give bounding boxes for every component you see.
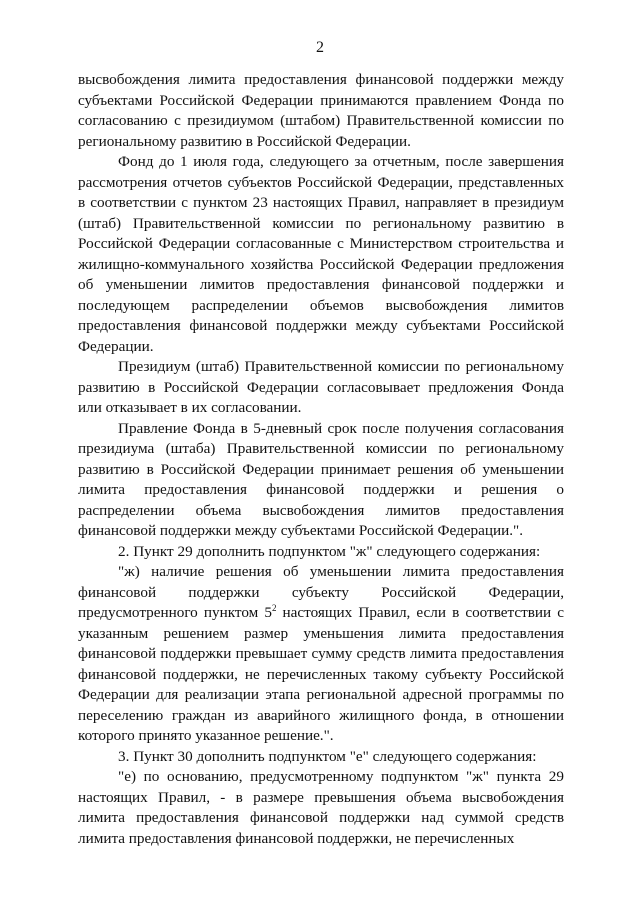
page-number: 2 (316, 39, 324, 56)
paragraph: высвобождения лимита предоставления финансовой поддержки между субъектами Российской Федерации принимаются правлением Фонда по согласованию с президиумом (штабом) Правительственной комиссии по региональному развитию в Российской Федерации. (78, 71, 564, 150)
paragraph-subclause-e: "е) по основанию, предусмотренному подпунктом "ж" пункта 29 настоящих Правил, - в размере превышения объема высвобождения лимита предоставления финансовой поддержки над суммой средств лимита предоставления финансовой поддержки, не перечисленных (78, 768, 564, 847)
document-body (78, 70, 564, 849)
paragraph: Президиум (штаб) Правительственной комиссии по региональному развитию в Российской Федерации согласовывает предложения Фонда или отказывает в их согласовании. (78, 358, 564, 416)
paragraph: Правление Фонда в 5-дневный срок после получения согласования президиума (штаба) Правительственной комиссии по региональному развитию в Российской Федерации принимает решения об уменьшении лимита предоставления финансовой поддержки и решения о распределении объема высвобождения лимитов предоставления финансовой поддержки между субъектами Российской Федерации.". (78, 419, 564, 539)
paragraph-text: пунктом 5 (203, 604, 272, 621)
paragraph: Фонд до 1 июля года, следующего за отчетным, после завершения рассмотрения отчетов субъектов Российской Федерации, представленных в соответствии с пунктом 23 настоящих Правил, направляет в президиум (штаб) Правительственной комиссии по региональному развитию в Российской Федерации согласованные с Министерством строительства и жилищно-коммунального хозяйства Российской Федерации предложения об уменьшении лимитов предоставления финансовой поддержки и последующем распределении объемов высвобождения лимитов предоставления финансовой поддержки между субъектами Российской Федерации. (78, 153, 564, 355)
paragraph-text: "ж) наличие решения об уменьшении лимита предоставления финансовой поддержки субъекту Российской Федерации, предусмотренного (78, 563, 564, 621)
paragraph-text: настоящих Правил, если в соответствии с указанным решением размер уменьшения лимита предоставления финансовой поддержки превышает сумму средств лимита предоставления финансовой поддержки, не перечисленных такому субъекту Российской Федерации для реализации этапа региональной адресной программы по переселению граждан из аварийного жилищного фонда, в отношении которого принято указанное решение.". (78, 604, 564, 744)
paragraph-amendment: 2. Пункт 29 дополнить подпунктом "ж" следующего содержания: (118, 542, 541, 560)
superscript: 2 (271, 603, 277, 613)
paragraph-amendment: 3. Пункт 30 дополнить подпунктом "е" следующего содержания: (118, 747, 537, 765)
paragraph-subclause-zh (78, 562, 564, 747)
